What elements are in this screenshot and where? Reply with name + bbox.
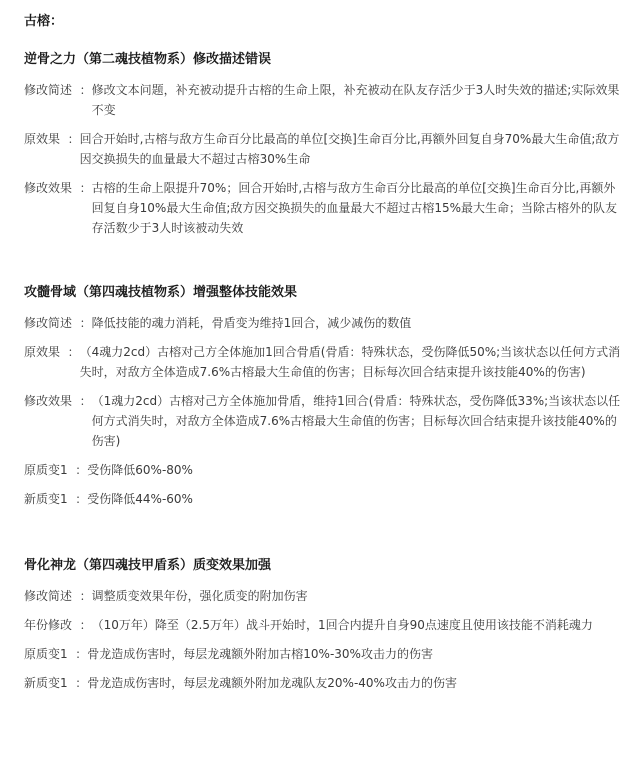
row-value: 调整质变效果年份，强化质变的附加伤害: [91, 589, 308, 603]
row-label: 修改简述: [24, 316, 73, 330]
section-spacer: [24, 247, 622, 283]
section-title: 骨化神龙（第四魂技甲盾系）质变效果加强: [24, 558, 272, 573]
row-old-mutation: [24, 644, 622, 664]
row-separator: ：: [72, 316, 92, 330]
row-value: 受伤降低44%-60%: [87, 492, 193, 506]
row-value: 降低技能的魂力消耗，骨盾变为维持1回合，减少减伤的数值: [91, 316, 412, 330]
row-summary: [24, 586, 622, 606]
row-label: 新质变1: [24, 492, 68, 506]
row-original: [24, 342, 622, 382]
row-summary: [24, 313, 622, 333]
row-old-mutation: [24, 460, 622, 480]
row-modified: [24, 391, 622, 451]
row-separator: ：: [60, 345, 80, 359]
section-skill-3: [24, 556, 622, 693]
row-value: （1魂力2cd）古榕对己方全体施加骨盾，维持1回合(骨盾：特殊状态，受伤降低33%;当该状态以任何方式消失时，对敌方全体造成7.6%古榕最大生命值的伤害；目标每次回合结束提升该技能40%的伤害): [91, 394, 621, 448]
row-separator: ：: [72, 589, 92, 603]
row-label: 原质变1: [24, 463, 68, 477]
row-separator: ：: [72, 83, 92, 97]
section-spacer: [24, 518, 622, 556]
section-title: 逆骨之力（第二魂技植物系）修改描述错误: [24, 52, 272, 67]
row-label: 新质变1: [24, 676, 68, 690]
row-separator: ：: [67, 463, 88, 477]
row-separator: ：: [72, 181, 92, 195]
row-separator: ：: [67, 647, 88, 661]
row-separator: ：: [67, 676, 88, 690]
row-label: 修改效果: [24, 181, 73, 195]
row-label: 原效果: [24, 345, 61, 359]
document-title: 古榕：: [24, 14, 64, 29]
section-skill-2: [24, 283, 622, 509]
row-label: 修改简述: [24, 83, 73, 97]
row-value: 古榕的生命上限提升70%；回合开始时,古榕与敌方生命百分比最高的单位[交换]生命百分比,再额外回复自身10%最大生命值;敌方因交换损失的血量最大不超过古榕15%最大生命；当除古榕外的队友存活数少于3人时该被动失效: [91, 181, 618, 235]
row-value: 修改文本问题，补充被动提升古榕的生命上限，补充被动在队友存活少于3人时失效的描述;实际效果不变: [91, 83, 620, 117]
row-new-mutation: [24, 489, 622, 509]
section-title: 攻髓骨域（第四魂技植物系）增强整体技能效果: [24, 285, 298, 300]
row-label: 修改效果: [24, 394, 73, 408]
row-label: 年份修改: [24, 618, 73, 632]
row-value: 受伤降低60%-80%: [87, 463, 193, 477]
row-year-change: [24, 615, 622, 635]
row-value: （10万年）降至（2.5万年）战斗开始时，1回合内提升自身90点速度且使用该技能不消耗魂力: [91, 618, 593, 632]
row-separator: ：: [60, 132, 80, 146]
row-label: 原质变1: [24, 647, 68, 661]
section-skill-1: [24, 50, 622, 238]
row-value: （4魂力2cd）古榕对己方全体施加1回合骨盾(骨盾：特殊状态，受伤降低50%;当该状态以任何方式消失时，对敌方全体造成7.6%古榕最大生命值的伤害；目标每次回合结束提升该技能40%的伤害): [79, 345, 621, 379]
row-separator: ：: [72, 394, 92, 408]
row-summary: [24, 80, 622, 120]
row-separator: ：: [72, 618, 92, 632]
row-label: 修改简述: [24, 589, 73, 603]
row-value: 骨龙造成伤害时，每层龙魂额外附加龙魂队友20%-40%攻击力的伤害: [87, 676, 457, 690]
row-label: 原效果: [24, 132, 61, 146]
row-original: [24, 129, 622, 169]
row-new-mutation: [24, 673, 622, 693]
row-modified: [24, 178, 622, 238]
row-value: 骨龙造成伤害时，每层龙魂额外附加古榕10%-30%攻击力的伤害: [87, 647, 433, 661]
row-value: 回合开始时,古榕与敌方生命百分比最高的单位[交换]生命百分比,再额外回复自身70%最大生命值;敌方因交换损失的血量最大不超过古榕30%生命: [79, 132, 620, 166]
row-separator: ：: [67, 492, 88, 506]
